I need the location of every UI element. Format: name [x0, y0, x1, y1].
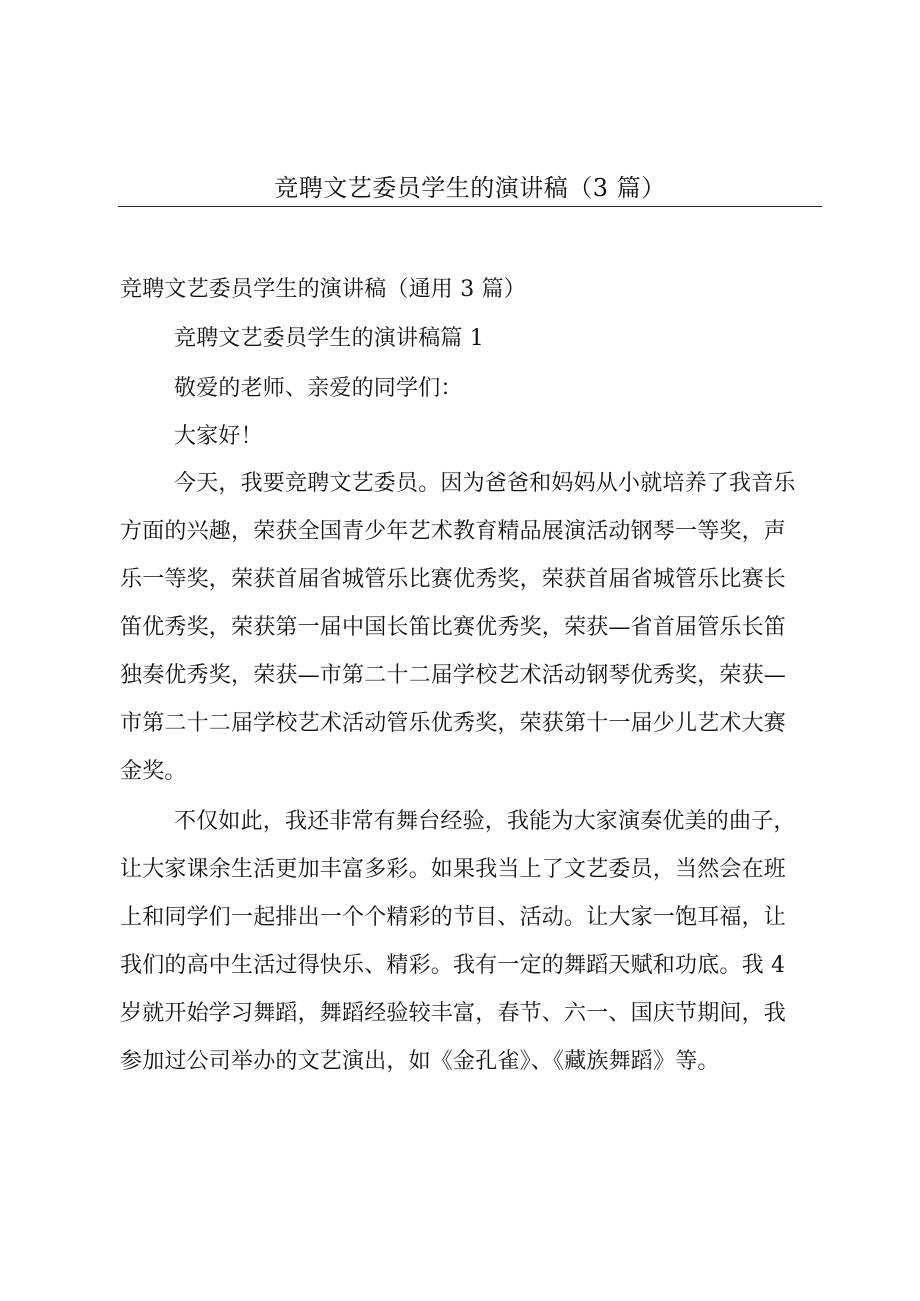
- salutation: 敬爱的老师、亲爱的同学们：: [174, 376, 463, 401]
- title-underline: [118, 206, 822, 207]
- paragraph-line: 不仅如此，我还非常有舞台经验，我能为大家演奏优美的曲子，: [174, 809, 796, 834]
- paragraph-line: 独奏优秀奖，荣获—市第二十二届学校艺术活动钢琴优秀奖，荣获—: [120, 663, 787, 688]
- greeting: 大家好！: [174, 424, 263, 449]
- document-subtitle: 竞聘文艺委员学生的演讲稿（通用 3 篇）: [120, 277, 526, 302]
- paragraph-line: 乐一等奖，荣获首届省城管乐比赛优秀奖，荣获首届省城管乐比赛长: [120, 567, 787, 592]
- paragraph-line: 让大家课余生活更加丰富多彩。如果我当上了文艺委员，当然会在班: [120, 857, 787, 882]
- paragraph-line: 今天，我要竞聘文艺委员。因为爸爸和妈妈从小就培养了我音乐: [174, 471, 796, 496]
- paragraph-line: 金奖。: [120, 759, 187, 784]
- paragraph-line: 我们的高中生活过得快乐、精彩。我有一定的舞蹈天赋和功底。我 4: [120, 953, 786, 978]
- paragraph-line: 上和同学们一起排出一个个精彩的节目、活动。让大家一饱耳福，让: [120, 905, 787, 930]
- section-heading: 竞聘文艺委员学生的演讲稿篇 1: [174, 326, 484, 351]
- paragraph-line: 笛优秀奖，荣获第一届中国长笛比赛优秀奖，荣获—省首届管乐长笛: [120, 615, 787, 640]
- document-title: 竞聘文艺委员学生的演讲稿（3 篇）: [274, 174, 666, 202]
- paragraph-line: 方面的兴趣，荣获全国青少年艺术教育精品展演活动钢琴一等奖，声: [120, 519, 787, 544]
- paragraph-line: 参加过公司举办的文艺演出，如《金孔雀》、《藏族舞蹈》等。: [120, 1049, 720, 1074]
- paragraph-line: 市第二十二届学校艺术活动管乐优秀奖，荣获第十一届少儿艺术大赛: [120, 711, 787, 736]
- paragraph-line: 岁就开始学习舞蹈，舞蹈经验较丰富，春节、六一、国庆节期间，我: [120, 1001, 787, 1026]
